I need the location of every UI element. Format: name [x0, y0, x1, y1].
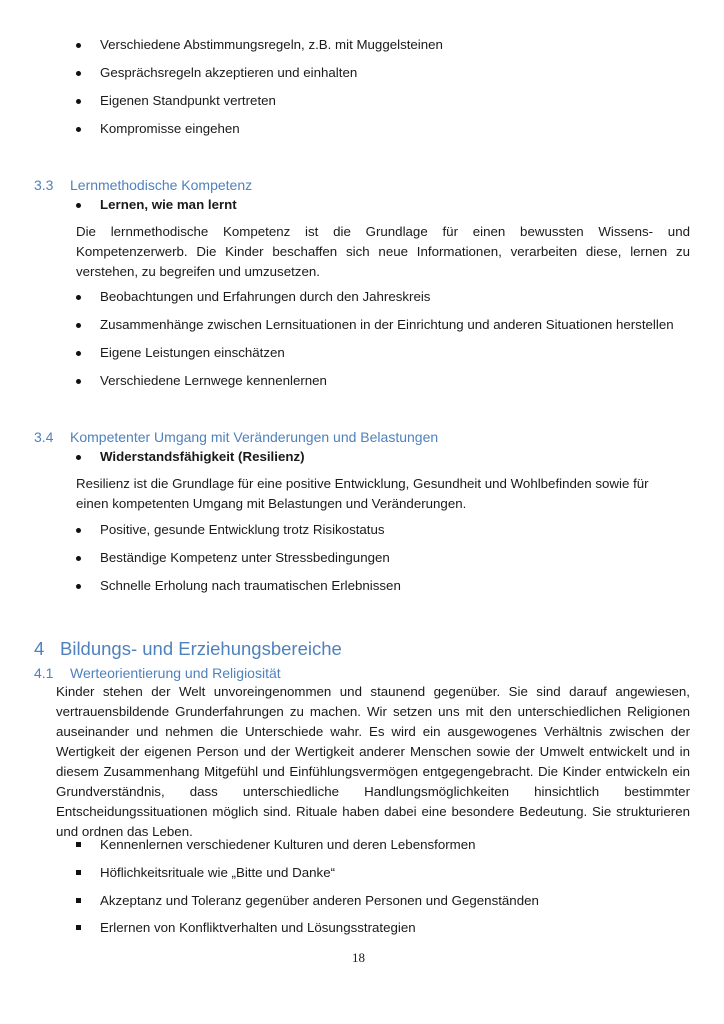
square-bullet-icon	[76, 870, 81, 875]
section-heading-4-1: 4.1 Werteorientierung und Religiosität	[34, 665, 281, 681]
paragraph: Die lernmethodische Kompetenz ist die Grundlage für einen bewussten Wissens- und Kompetenzerwerb. Die Kinder beschaffen sich neue Informationen, verarbeiten diese, lernen zu verstehen, zu begreifen und umzusetzen.	[76, 224, 690, 279]
bullet-icon	[76, 584, 81, 589]
bullet-icon	[76, 203, 81, 208]
bullet-icon	[76, 556, 81, 561]
bullet-icon	[76, 71, 81, 76]
square-bullet-icon	[76, 842, 81, 847]
bullet-icon	[76, 99, 81, 104]
square-bullet-icon	[76, 898, 81, 903]
bullet-icon	[76, 528, 81, 533]
page-number: 18	[352, 950, 365, 965]
bullet-icon	[76, 351, 81, 356]
chapter-heading-4: 4 Bildungs- und Erziehungsbereiche	[34, 638, 342, 659]
bullet-icon	[76, 127, 81, 132]
bullet-icon	[76, 379, 81, 384]
bullet-icon	[76, 295, 81, 300]
section-heading-3-4: 3.4 Kompetenter Umgang mit Veränderungen und Belastungen	[34, 429, 439, 445]
square-bullet-icon	[76, 925, 81, 930]
paragraph: Resilienz ist die Grundlage für eine positive Entwicklung, Gesundheit und Wohlbefinden sowie für einen kompetenten Umgang mit Belastungen und Veränderungen.	[76, 476, 649, 511]
paragraph: Kinder stehen der Welt unvoreingenommen und staunend gegenüber. Sie sind darauf angewiesen, vertrauensbildende Grunderfahrungen zu machen. Wir setzen uns mit den unterschiedlichen Religionen auseinander und nehmen die Unterschiede wahr. Es wird ein ausgewogenes Verhältnis zwischen der Wertigkeit der eigenen Person und der Wertigkeit anderer Menschen sowie der Umwelt entwickelt und in diesem Zusammenhang Mitgefühl und Einfühlungsvermögen entgegengebracht. Die Kinder entwickeln ein Grundverständnis, dass unterschiedliche Handlungsmöglichkeiten hinsichtlich bestimmter Entscheidungssituationen möglich sind. Rituale haben dabei eine besondere Bedeutung. Sie strukturieren und ordnen das Leben.	[56, 684, 690, 839]
bullet-icon	[76, 323, 81, 328]
bullet-icon	[76, 455, 81, 460]
bullet-icon	[76, 43, 81, 48]
section-heading-3-3: 3.3 Lernmethodische Kompetenz	[34, 177, 253, 193]
